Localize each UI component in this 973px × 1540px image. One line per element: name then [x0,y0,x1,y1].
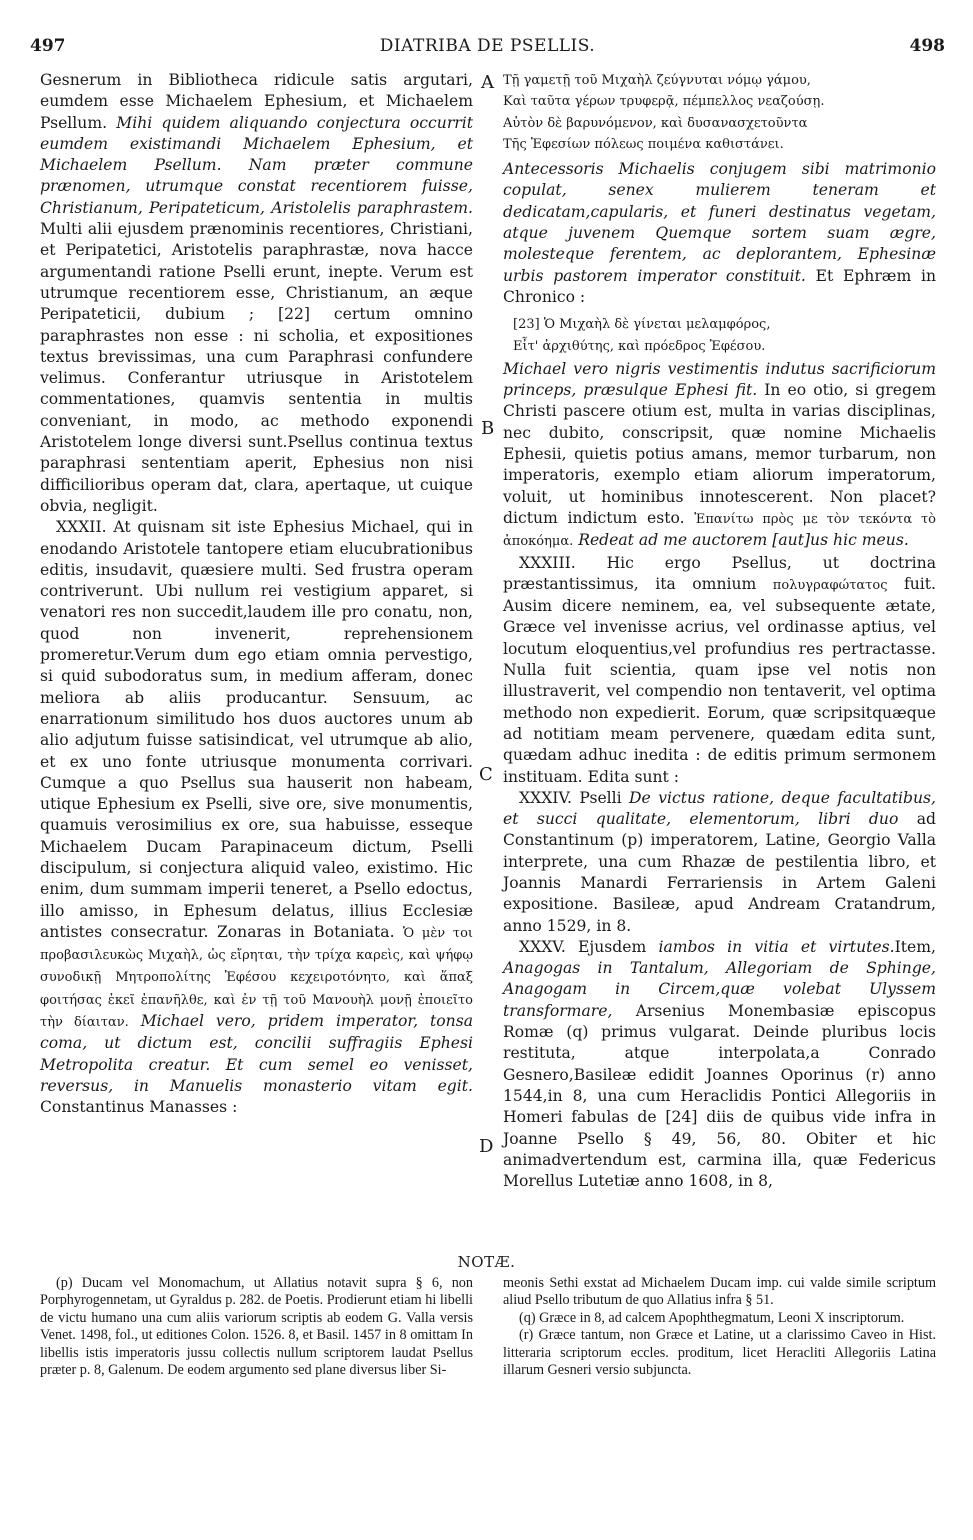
text-run: Multi alii ejusdem prænominis recentiores, Christiani, et Peripatetici, Aristotelis paraphrastæ, nova hacce argumentandi ratione Pselli erunt, inepte. Verum est utrumque recentiorem esse, Christianum, an æque Peripateticii, dubium ; [22] certum omnino paraphrastes non esse : ni scholia, et expositiones textus brevissimas, una cum Paraphrasi confundere velimus. Conferantur utriusque in Aristotelem commentationes, quamvis sententia in multis conveniant, in modo, ac methodo exponendi Aristotelem longe diversi sunt.Psellus continua textus paraphrasi sententiam aperit, Ephesius non nisi difficilioribus operam dat, clara, apertaque, ut cuique obvia, negligit. [40,220,473,515]
text-run: Item, [894,937,936,956]
greek-verse: Εἶτ' ἀρχιθύτης, καὶ πρόεδρος Ἐφέσου. [513,338,766,354]
text-run: XXXIV. Pselli [519,788,630,807]
section-marker-a: A [481,72,494,93]
running-title: DIATRIBA DE PSELLIS. [379,36,596,56]
italic-run: Mihi quidem aliquando conjectura occurrit eumdem existimandi Michaelem Ephesium, et Michaelem Psellum. Nam præter commune prænomen, utrumque constat recentiorem fuisse, Christianum, Peripateticum, Aristolelis paraphrastem. [40,113,473,217]
italic-run: iambos in vitia et virtutes. [658,937,895,956]
text-run: XXXV. Ejusdem [519,937,659,956]
left-column [40,70,473,1119]
italic-run: Antecessoris Michaelis conjugem sibi matrimonio copulat, senex mulierem teneram et dedicatam,capularis, et funeri destinatus vegetam, atque juvenem Quemque sortem suam ægre, molesteque ferentem, ac deplorantem, Ephesinæ urbis pastorem imperator constituit. [503,160,936,285]
section-marker-b: B [481,418,495,439]
italic-run: De victus ratione, deque facultatibus, et succi qualitate, elementorum, libri duo [503,788,936,829]
greek-verse: Καὶ ταῦτα γέρων τρυφερᾷ, πέμπελλος νεαζούσῃ. [503,94,825,110]
text-run: ad Constantinum (p) imperatorem, Latine, Georgio Valla interprete, una cum Rhazæ de pestilentia libro, et Joannis Manardi Ferrariensis in Artem Galeni expositione. Basileæ, apud Andream Cratandrum, anno 1529, in 8. [503,810,936,935]
greek-verse: [23] Ὁ Μιχαὴλ δὲ γίνεται μελαμφόρος, [513,317,771,333]
paragraph-xxxv [503,937,936,1193]
page-header [30,36,945,62]
text-run: Gesnerum in Bibliotheca ridicule satis argutari, eumdem esse Michaelem Ephesium, et Michaelem Psellum. [40,71,473,132]
text-run: Constantinus Manasses : [40,1098,238,1117]
greek-quote: Ἐπανίτω πρὸς με τὸν τεκόντα τὸ ἀποκόημα. [503,511,936,550]
greek-quote: Ὁ μὲν τοι προβασιλευκὼς Μιχαὴλ, ὡς εἴρηται, τὴν τρίχα καρεὶς, καὶ ψήφῳ συνοδικῇ Μητροπολίτης Ἐφέσου κεχειροτόνητο, καὶ ἅπαξ φοιτήσας ἐκεῖ ἐπανῆλθε, καὶ ἐν τῇ τοῦ Μανουὴλ μονῇ ἐποιεῖτο τὴν δίαιταν. [40,925,473,1031]
italic-run: Anagogas in Tantalum, Allegoriam de Sphinge, Anagogam in Circem,quæ volebat Ulyssem transformare, [503,959,936,1020]
right-column [503,70,936,1192]
greek-verse: Αὐτὸν δὲ βαρυνόμενον, καὶ δυσανασχετοῦντα [503,115,808,131]
paragraph [503,159,936,308]
text-run: fuit. Ausim dicere neminem, ea, vel subsequente ætate, Græce vel invenisse acrius, vel ordinasse aptius, vel locutum eloquentius,vel profundius res pertractasse. Nulla fuit scientia, quam ipse vel notis non illustraverit, vel compendio non tentaverit, vel optima methodo non expedierit. Eorum, quæ scripsitquæque ad notitiam meam pervenere, quædam edita sunt, quædam adhuc inedita : de editis primum sermonem instituam. Edita sunt : [503,574,936,786]
italic-run: Michael vero nigris vestimentis indutus sacrificiorum princeps, præsulque Ephesi fit. [503,359,936,400]
text-run: Arsenius Monembasiæ episcopus Romæ (q) primus vulgarat. Deinde pluribus locis restituta, atque interpolata,a Conrado Gesnero,Basileæ edidit Joannes Oporinus (r) anno 1544,in 8, una cum Heraclidis Pontici Allegoriis in Homeri fabulas de [24] diis de quibus vide infra in Joanne Psello § 49, 56, 80. Obiter et hic animadvertendum est, carmina illa, quæ Federicus Morellus Lutetiæ anno 1608, in 8, [503,1001,936,1191]
notes-title: NOTÆ. [457,1253,516,1271]
notes-right-column [503,1275,936,1379]
text-run: XXXII. At quisnam sit iste Ephesius Michael, qui in enodando Aristotele tantopere etiam elucubrationibus editis, insudavit, quæsiere multi. Sed frustra operam contriverunt. Ubi nullum rei vestigium apparet, si venatori res non succedit,laudem ille pro conatu, non, quod non invenerit, reprehensionem promeretur.Verum dum ego etiam omnia pervestigo, si quid subodoratus sum, in medium afferam, donec meliora ab aliis producantur. Sensuum, ac enarrationum similitudo hos duos auctores unum ab alio adjutum fuisse satisindicat, vel utrumque ab alio, et ex uno fonte utriusque monumenta corrivari. Cumque a quo Psellus sua hauserit non habeam, utique Ephesium ex Pselli, sive ore, sive monumentis, quamuis verosimilius ex ore, sua habuisse, esseque Michaelem Ducam Parapinaceum dictum, Pselli discipulum, si conjectura aliquid valeo, existimo. Hic enim, dum summam imperii teneret, a Psello edoctus, illo amisso, in Ephesum delatus, illius Ecclesiæ antistes consecratur. Zonaras in Botaniata. [40,518,473,941]
page-number-right: 498 [909,36,945,56]
paragraph-xxxiv [503,788,936,937]
greek-verse: Τῆς Ἐφεσίων πόλεως ποιμένα καθιστάνει. [503,136,784,152]
text-run: Et Ephræm in Chronico : [503,266,937,306]
italic-run: Michael vero, pridem imperator, tonsa coma, ut dictum est, concilii suffragiis Ephesi Metropolita creatur. Et cum semel eo venisset, reversus, in Manuelis monasterio vitam egit. [40,1012,473,1095]
footnote: (r) Græce tantum, non Græce et Latine, ut a clarissimo Caveo in Hist. litteraria scriptorum eccles. proditum, licet Heracliti Allegoriis Latina illarum Gesneri versio subjuncta. [503,1327,936,1379]
paragraph [40,70,473,517]
paragraph [503,359,936,553]
footnote: meonis Sethi exstat ad Michaelem Ducam imp. cui valde simile scriptum aliud Psello tributum de quo Allatius infra § 51. [503,1275,936,1309]
paragraph-xxxii [40,517,473,1118]
notes-left-column [40,1275,473,1379]
text-run: XXXIII. Hic ergo Psellus, ut doctrina præstantissimus, ita omnium [503,553,936,593]
footnote: (q) Græce in 8, ad calcem Apophthegmatum, Leoni X inscriptorum. [519,1309,905,1326]
greek-verse: Τῇ γαμετῇ τοῦ Μιχαὴλ ζεύγνυται νόμῳ γάμου, [503,73,811,88]
text-run: In eo otio, si gregem Christi pascere otium est, multa in varias disciplinas, nec dubito, conscripsit, quæ nomine Michaelis Ephesii, quietis potius amans, memor turbarum, non imperatoris, exemplo etiam aliorum imperatorum, voluit, ut hominibus innotescerent. Non placet? dictum indictum esto. [503,381,936,527]
footnote: (p) Ducam vel Monomachum, ut Allatius notavit supra § 6, non Porphyrogennetam, ut Gyraldus p. 282. de Poetis. Prodierunt etiam hi libelli de victu humano una cum aliis variorum scriptis ab eodem G. Valla versis Venet. 1498, fol., ut editiones Colon. 1526. 8, et Basil. 1457 in 8 omittam In libellis istis imperatoris jussu collectis nullum scriptorem laudat Psellus præter p. 8, Galenum. De eodem argumento sed plane diversus liber Si- [40,1275,473,1379]
paragraph-xxxiii [503,553,936,788]
italic-run: Redeat ad me auctorem [aut]us hic meus. [573,531,909,550]
greek-word: πολυγραφώτατος [772,577,888,593]
section-marker-c: C [479,764,493,785]
page-number-left: 497 [30,36,66,56]
section-marker-d: D [479,1136,494,1157]
